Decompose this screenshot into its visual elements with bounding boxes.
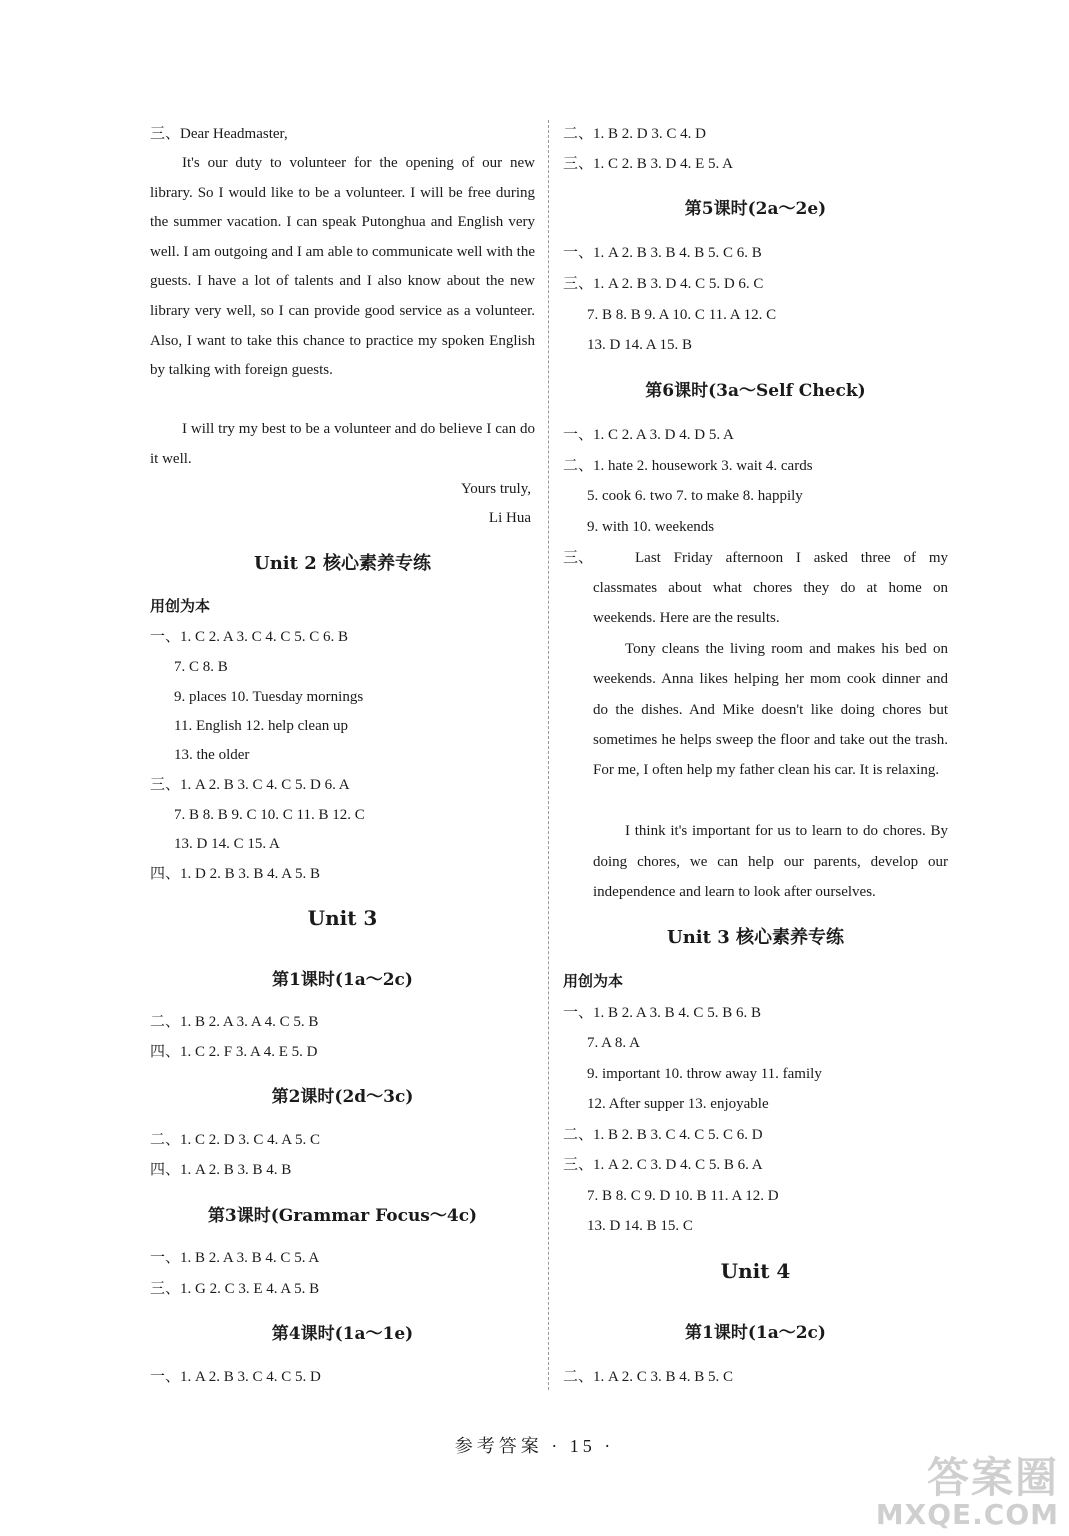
lesson4-heading: 第4课时(1a～1e) bbox=[271, 1324, 414, 1344]
lesson2-heading: 第2课时(2d～3c) bbox=[271, 1087, 414, 1107]
watermark-logo: 答案圈 bbox=[926, 1453, 1059, 1502]
answer-line: 一、1. C 2. A 3. C 4. C 5. C 6. B bbox=[150, 629, 348, 645]
page-footer bbox=[0, 1432, 1069, 1458]
unit2-subheading: 用创为本 bbox=[150, 599, 211, 615]
answer-line: 11. English 12. help clean up bbox=[174, 718, 348, 734]
unit3-subheading: 用创为本 bbox=[563, 974, 624, 990]
answer-line: 四、1. D 2. B 3. B 4. A 5. B bbox=[150, 866, 321, 882]
answer-line: 7. C 8. B bbox=[174, 659, 228, 675]
answer-line: 二、1. B 2. A 3. A 4. C 5. B bbox=[150, 1014, 319, 1030]
answer-line: 9. important 10. throw away 11. family bbox=[587, 1066, 822, 1082]
lesson1-heading: 第1课时(1a～2c) bbox=[272, 970, 413, 990]
answer-line: 二、1. hate 2. housework 3. wait 4. cards bbox=[563, 458, 813, 474]
unit3-heading: Unit 3 bbox=[307, 906, 378, 930]
answer-line: 四、1. C 2. F 3. A 4. E 5. D bbox=[150, 1044, 318, 1060]
essay-paragraph-1: Last Friday afternoon I asked three of my classmates about what chores they do at home on weekends. Here are the results. bbox=[593, 550, 948, 627]
answer-line: 13. the older bbox=[174, 747, 250, 763]
answer-line: 9. places 10. Tuesday mornings bbox=[174, 689, 364, 705]
letter-paragraph-1: It's our duty to volunteer for the opening of our new library. So I would like to be a volunteer. I will be free during the summer vacation. I can speak Putonghua and English very well. I am outgoing and I am able to communicate well with the guests. I have a lot of talents and I also know about the new library very well, so I can provide good service as a volunteer. Also, I want to take this chance to practice my spoken English by talking with foreign guests. bbox=[150, 155, 535, 379]
page-number: · 15 · bbox=[551, 1436, 615, 1456]
unit4-lesson1-heading: 第1课时(1a～2c) bbox=[685, 1323, 826, 1343]
column-divider bbox=[548, 120, 549, 1390]
answer-line: 二、1. A 2. C 3. B 4. B 5. C bbox=[563, 1369, 734, 1385]
answer-line: 一、1. A 2. B 3. B 4. B 5. C 6. B bbox=[563, 245, 762, 261]
letter-paragraph-2: I will try my best to be a volunteer and do believe I can do it well. bbox=[150, 421, 535, 467]
answer-line: 二、1. B 2. D 3. C 4. D bbox=[563, 126, 706, 142]
answer-line: 7. B 8. B 9. C 10. C 11. B 12. C bbox=[174, 807, 365, 823]
answer-line: 12. After supper 13. enjoyable bbox=[587, 1096, 769, 1112]
answer-line: 7. A 8. A bbox=[587, 1035, 640, 1051]
answer-line: 一、1. B 2. A 3. B 4. C 5. B 6. B bbox=[563, 1005, 761, 1021]
unit2-core-heading: Unit 2 核心素养专练 bbox=[254, 553, 431, 574]
answer-line: 13. D 14. C 15. A bbox=[174, 836, 280, 852]
answer-line: 二、1. B 2. B 3. C 4. C 5. C 6. D bbox=[563, 1127, 763, 1143]
essay-prefix: 三、 bbox=[563, 550, 594, 566]
answer-line: 二、1. C 2. D 3. C 4. A 5. C bbox=[150, 1132, 321, 1148]
essay-paragraph-2: Tony cleans the living room and makes his bed on weekends. Anna likes helping her mom cook dinner and do the dishes. And Mike doesn't like doing chores but sometimes he helps sweep the floor and take out the trash. For me, I often help my father clean his car. It is relaxing. bbox=[593, 641, 948, 779]
unit4-heading: Unit 4 bbox=[720, 1259, 791, 1283]
answer-line: 13. D 14. A 15. B bbox=[587, 337, 693, 353]
answer-line: 5. cook 6. two 7. to make 8. happily bbox=[587, 488, 803, 504]
watermark bbox=[875, 1453, 1059, 1531]
answer-line: 四、1. A 2. B 3. B 4. B bbox=[150, 1162, 292, 1178]
answer-line: 7. B 8. B 9. A 10. C 11. A 12. C bbox=[587, 307, 777, 323]
answer-line: 三、1. C 2. B 3. D 4. E 5. A bbox=[563, 156, 734, 172]
answer-line: 三、1. A 2. C 3. D 4. C 5. B 6. A bbox=[563, 1157, 763, 1173]
watermark-site: MXQE.COM bbox=[875, 1498, 1059, 1531]
lesson5-heading: 第5课时(2a～2e) bbox=[684, 199, 827, 219]
letter-closing: Yours truly, bbox=[460, 481, 531, 497]
essay-paragraph-3: I think it's important for us to learn to do chores. By doing chores, we can help our parents, develop our independence and learn to look after ourselves. bbox=[593, 823, 948, 900]
answer-line: 9. with 10. weekends bbox=[587, 519, 715, 535]
answer-line: 13. D 14. B 15. C bbox=[587, 1218, 693, 1234]
footer-label: 参考答案 bbox=[454, 1436, 543, 1456]
letter-greeting: 三、Dear Headmaster, bbox=[150, 126, 288, 142]
answer-line: 三、1. A 2. B 3. C 4. C 5. D 6. A bbox=[150, 777, 350, 793]
answer-line: 一、1. B 2. A 3. B 4. C 5. A bbox=[150, 1250, 320, 1266]
answer-line: 一、1. A 2. B 3. C 4. C 5. D bbox=[150, 1369, 321, 1385]
lesson6-heading: 第6课时(3a～Self Check) bbox=[645, 381, 866, 401]
lesson3-heading: 第3课时(Grammar Focus～4c) bbox=[207, 1206, 478, 1226]
answer-line: 三、1. G 2. C 3. E 4. A 5. B bbox=[150, 1281, 320, 1297]
answer-line: 7. B 8. C 9. D 10. B 11. A 12. D bbox=[587, 1188, 779, 1204]
answer-line: 一、1. C 2. A 3. D 4. D 5. A bbox=[563, 427, 734, 443]
unit3-core-heading: Unit 3 核心素养专练 bbox=[667, 927, 844, 948]
letter-signature: Li Hua bbox=[488, 510, 531, 526]
answer-line: 三、1. A 2. B 3. D 4. C 5. D 6. C bbox=[563, 276, 764, 292]
